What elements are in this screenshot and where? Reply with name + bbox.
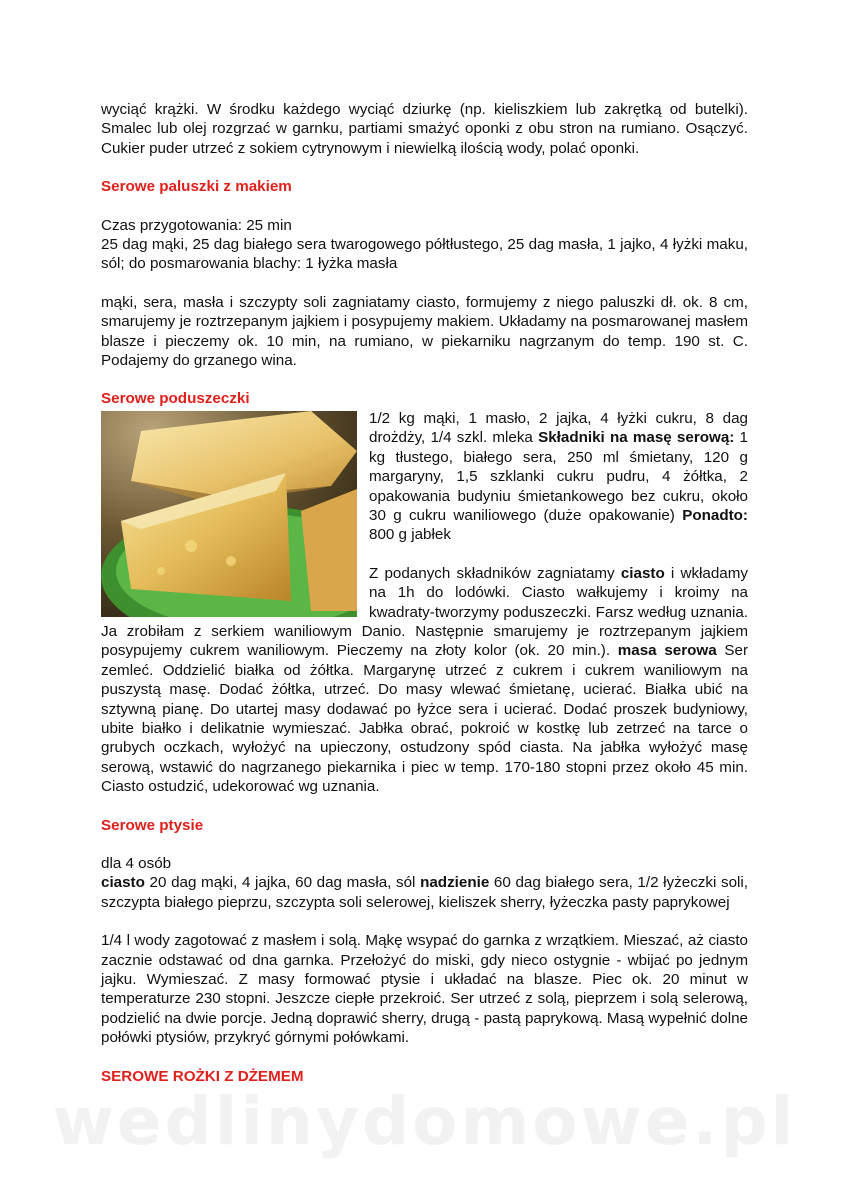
document-page <box>101 100 748 1086</box>
ingredients-ptysie <box>101 873 748 912</box>
ingredients-dough: 1/2 kg mąki, 1 masło, 2 jajka, 4 łyżki cukru, 8 dag drożdży, 1/4 szkl. mleka <box>369 409 748 447</box>
method-text-start: Z podanych składników zagniatamy <box>369 564 621 582</box>
method-text-cheese: Ser zemleć. Oddzielić białka od żółtka. Margarynę utrzeć z cukrem i cukrem waniliowym na puszystą masę. Dodać żółtka, utrzeć. Do masy wlewać śmietanę, ucierać. Białka ubić na sztywną pianę. Do utartej masy dodawać po łyżce sera i ucierać. Dodać proszek budyniowy, ubite białko i delikatnie wymieszać. Jabłka obrać, pokroić w kostkę lub zetrzeć na tarce o grubych oczkach, wyłożyć na upieczony, ostudzony spód ciasta. Na jabłka wyłożyć masę serową, wstawić do nagrzanego piekarnika i piec w temp. 170-180 stopni przez około 45 min. Ciasto ostudzić, udekorować wg uznania. <box>101 642 749 796</box>
servings: dla 4 osób <box>101 855 172 872</box>
recipe-title-ptysie: Serowe ptysie <box>101 816 204 834</box>
prep-time: Czas przygotowania: 25 min <box>101 216 292 234</box>
label-cheese-mass-method: masa serowa <box>617 642 717 660</box>
label-dough: ciasto <box>620 564 665 582</box>
method-ptysie: 1/4 l wody zagotować z masłem i solą. Mąkę wsypać do garnka z wrzątkiem. Mieszać, aż ciasto zacznie odstawać od dna garnka. Przełożyć do miski, gdy nieco ostygnie - wbijać po jednym jajku. Wymieszać. Z masy formować ptysie i układać na blasze. Piec ok. 20 minut w temperaturze 230 stopni. Jeszcze ciepłe przekroić. Ser utrzeć z solą, pieprzem i solą selerową, podzielić na dwie porcje. Jedną doprawić sherry, drugą - pastą paprykową. Masą wypełnić dolne połówki ptysiów, przykryć górnymi połówkami. <box>101 932 748 1047</box>
ingredients-apples: 800 g jabłek <box>369 526 451 544</box>
label-filling: nadzienie <box>420 874 490 892</box>
label-additionally: Ponadto: <box>682 506 748 524</box>
label-cheese-mass: Składniki na masę serową: <box>538 429 735 447</box>
pastry-photo <box>101 411 357 617</box>
recipe-title-poduszeczki: Serowe poduszeczki <box>101 390 250 408</box>
ingredients-filling: 60 dag białego sera, 1/2 łyżeczki soli, szczypta białego pieprzu, szczypta soli selerowej, kieliszek sherry, łyżeczka pasty paprykowej <box>101 874 748 911</box>
intro-paragraph: wyciąć krążki. W środku każdego wyciąć dziurkę (np. kieliszkiem lub zakrętką od butelki). Smalec lub olej rozgrzać w garnku, partiami smażyć oponki z obu stron na rumiano. Osączyć. Cukier puder utrzeć z sokiem cytrynowym i niewielką ilością wody, polać oponki. <box>101 101 748 157</box>
pastry-photo-image <box>101 411 357 617</box>
ingredients-paluszki: 25 dag mąki, 25 dag białego sera twarogowego półtłustego, 25 dag masła, 1 jajko, 4 łyżki maku, sól; do posmarowania blachy: 1 łyżka masła <box>101 236 748 273</box>
watermark: wedlinydomowe.pl <box>52 1083 797 1160</box>
recipe-title-rozki: SEROWE ROŻKI Z DŻEMEM <box>101 1067 304 1085</box>
label-dough-ptysie: ciasto <box>101 874 145 892</box>
method-paluszki: mąki, sera, masła i szczypty soli zagniatamy ciasto, formujemy z niego paluszki dł. ok. 8 cm, smarujemy je roztrzepanym jajkiem i posypujemy makiem. Układamy na posmarowanej masłem blasze i pieczemy ok. 10 min, na rumiano, w piekarniku nagrzanym do temp. 190 st. C. Podajemy do grzanego wina. <box>101 293 748 370</box>
recipe-title-paluszki: Serowe paluszki z makiem <box>101 178 292 196</box>
ingredients-dough-ptysie: 20 dag mąki, 4 jajka, 60 dag masła, sól <box>144 874 421 892</box>
method-text-dough: i wkładamy na 1h do lodówki. Ciasto wałkujemy i kroimy na kwadraty-tworzymy poduszeczki. Farsz według uznania. Ja zrobiłam z serkiem waniliowym Danio. Następnie smarujemy je roztrzepanym jajkiem posypujemy cukrem waniliowym. Pieczemy na złoty kolor (ok. 20 min.). <box>101 564 748 660</box>
ingredients-cheese-mass: 1 kg tłustego, białego sera, 250 ml śmietany, 120 g margaryny, 1,5 szklanki cukru pudru, 4 żółtka, 2 opakowania budyniu śmietankowego bez cukru, około 30 g cukru waniliowego (duże opakowanie) <box>369 429 748 524</box>
